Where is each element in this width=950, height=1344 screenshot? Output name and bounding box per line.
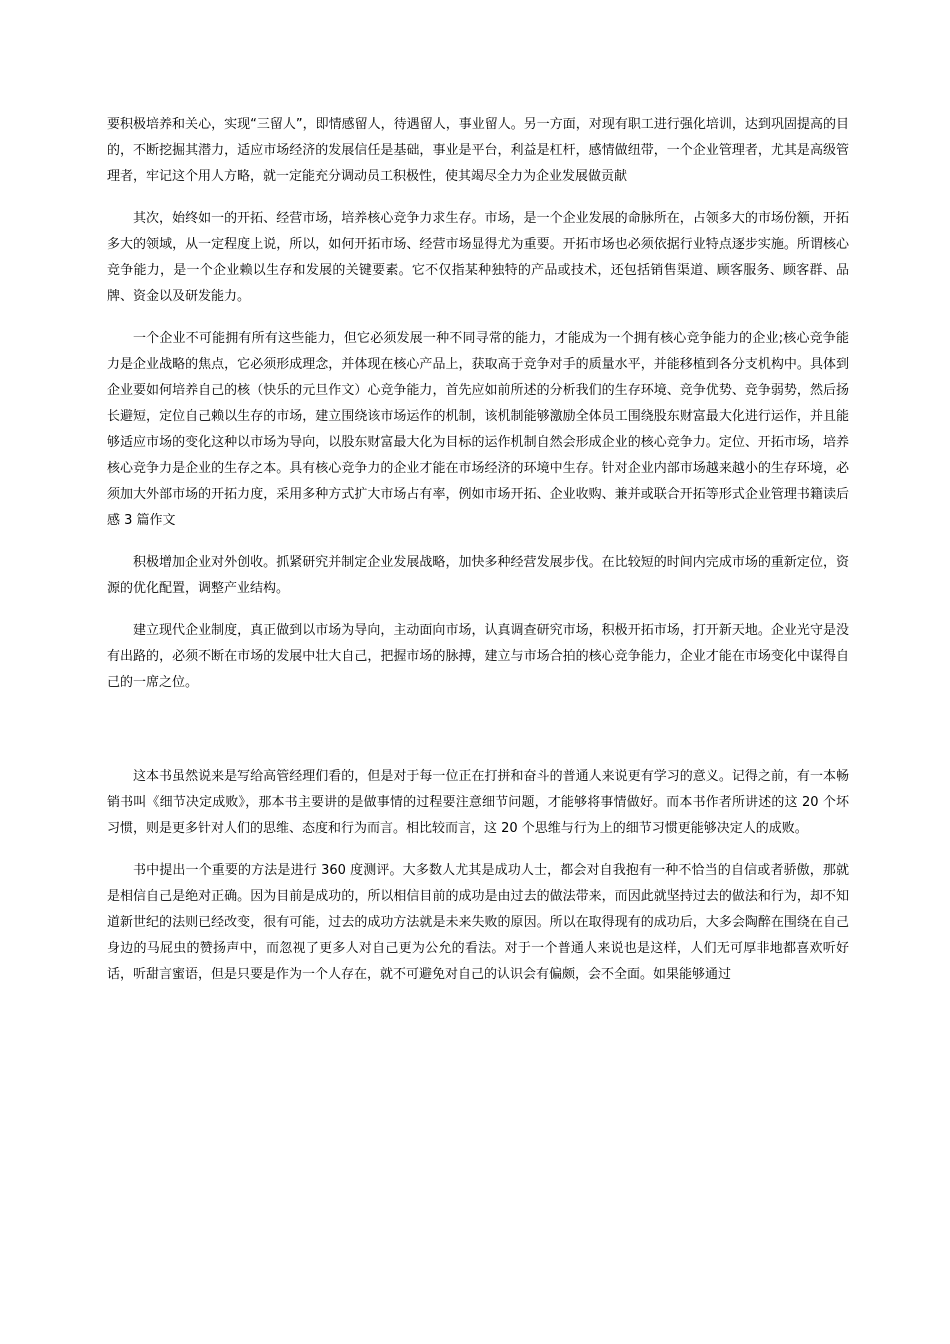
paragraph-5: 建立现代企业制度，真正做到以市场为导向，主动面向市场，认真调查研究市场，积极开拓市场，打开新天地。企业光守是没有出路的，必须不断在市场的发展中壮大自己，把握市场的脉搏，建立与市场合拍的核心竞争能力，企业才能在市场变化中谋得自己的一席之位。	[107, 623, 849, 690]
section-gap	[107, 712, 849, 764]
paragraph-4: 积极增加企业对外创收。抓紧研究并制定企业发展战略，加快多种经营发展步伐。在比较短的时间内完成市场的重新定位，资源的优化配置，调整产业结构。	[107, 555, 849, 596]
document-body	[107, 112, 849, 1004]
paragraph-1: 要积极培养和关心，实现“三留人”，即情感留人，待遇留人，事业留人。另一方面，对现有职工进行强化培训，达到巩固提高的目的，不断挖掘其潜力，适应市场经济的发展信任是基础，事业是平台，利益是杠杆，感情做纽带，一个企业管理者，尤其是高级管理者，牢记这个用人方略，就一定能充分调动员工积极性，使其竭尽全力为企业发展做贡献	[107, 117, 849, 184]
paragraph-7: 书中提出一个重要的方法是进行 360 度测评。大多数人尤其是成功人士，都会对自我抱有一种不恰当的自信或者骄傲，那就是相信自己是绝对正确。因为目前是成功的，所以相信目前的成功是由过去的做法带来，而因此就坚持过去的做法和行为，却不知道新世纪的法则已经改变，很有可能，过去的成功方法就是未来失败的原因。所以在取得现有的成功后，大多会陶醉在围绕在自己身边的马屁虫的赞扬声中，而忽视了更多人对自己更为公允的看法。对于一个普通人来说也是这样，人们无可厚非地都喜欢听好话，听甜言蜜语，但是只要是作为一个人存在，就不可避免对自己的认识会有偏颇，会不全面。如果能够通过	[107, 863, 849, 982]
paragraph-3: 一个企业不可能拥有所有这些能力，但它必须发展一种不同寻常的能力，才能成为一个拥有核心竞争能力的企业;核心竞争能力是企业战略的焦点，它必须形成理念，并体现在核心产品上，获取高于竞争对手的质量水平，并能移植到各分支机构中。具体到企业要如何培养自己的核（快乐的元旦作文）心竞争能力，首先应如前所述的分析我们的生存环境、竞争优势、竞争弱势，然后扬长避短，定位自己赖以生存的市场，建立围绕该市场运作的机制，该机制能够激励全体员工围绕股东财富最大化进行运作，并且能够适应市场的变化这种以市场为导向，以股东财富最大化为目标的运作机制自然会形成企业的核心竞争力。定位、开拓市场，培养核心竞争力是企业的生存之本。具有核心竞争力的企业才能在市场经济的环境中生存。针对企业内部市场越来越小的生存环境，必须加大外部市场的开拓力度，采用多种方式扩大市场占有率，例如市场开拓、企业收购、兼并或联合开拓等形式企业管理书籍读后感 3 篇作文	[107, 331, 849, 528]
paragraph-2: 其次，始终如一的开拓、经营市场，培养核心竞争力求生存。市场，是一个企业发展的命脉所在，占领多大的市场份额，开拓多大的领域，从一定程度上说，所以，如何开拓市场、经营市场显得尤为重要。开拓市场也必须依据行业特点逐步实施。所谓核心竞争能力，是一个企业赖以生存和发展的关键要素。它不仅指某种独特的产品或技术，还包括销售渠道、顾客服务、顾客群、品牌、资金以及研发能力。	[107, 211, 849, 304]
paragraph-6: 这本书虽然说来是写给高管经理们看的，但是对于每一位正在打拼和奋斗的普通人来说更有学习的意义。记得之前，有一本畅销书叫《细节决定成败》，那本书主要讲的是做事情的过程要注意细节问题，才能够将事情做好。而本书作者所讲述的这 20 个坏习惯，则是更多针对人们的思维、态度和行为而言。相比较而言，这 20 个思维与行为上的细节习惯更能够决定人的成败。	[107, 769, 849, 836]
